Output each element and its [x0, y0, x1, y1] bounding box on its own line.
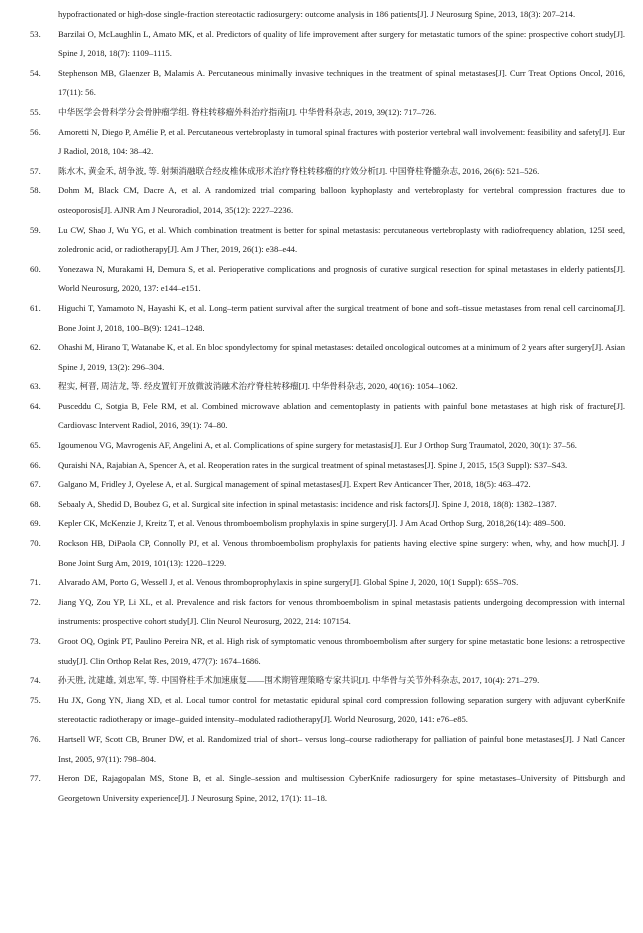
reference-text: Hu JX, Gong YN, Jiang XD, et al. Local tumor control for metastatic epidural spinal cord compression following separation surgery with adjuvant cyberKnife stereotactic radiotherapy or image–guided intensity–modulated radiotherapy[J]. World Neurosurg, 2020, 141: e76–e85. — [58, 694, 625, 725]
reference-item — [30, 5, 625, 25]
reference-number: 77. — [30, 773, 41, 784]
reference-item — [30, 299, 625, 338]
reference-item — [30, 436, 625, 456]
reference-item — [30, 103, 625, 123]
reference-text: 孙天胜, 沈建雄, 刘忠军, 等. 中国脊柱手术加速康复——围术期管理策略专家共识[J]. 中华骨与关节外科杂志, 2017, 10(4): 271–279. — [58, 675, 540, 686]
reference-text: hypofractionated or high-dose single-fraction stereotactic radiosurgery: outcome analysis in 186 patients[J]. J Neurosurg Spine, 2013, 18(3): 207–214. — [58, 9, 576, 19]
reference-text: Hartsell WF, Scott CB, Bruner DW, et al. Randomized trial of short– versus long–course radiotherapy for palliation of painful bone metastases[J]. J Natl Cancer Inst, 2005, 97(11): 798–804. — [58, 733, 625, 764]
reference-text: Amoretti N, Diego P, Amélie P, et al. Percutaneous vertebroplasty in tumoral spinal fractures with posterior vertebral wall involvement: feasibility and safety[J]. Eur J Radiol, 2018, 104: 38–42. — [58, 126, 625, 157]
reference-number: 76. — [30, 733, 41, 744]
reference-item — [30, 181, 625, 220]
reference-text: Yonezawa N, Murakami H, Demura S, et al. Perioperative complications and prognosis of curative surgical resection for spinal metastases in elderly patients[J]. World Neurosurg, 2020, 137: e144–e151. — [58, 263, 625, 294]
reference-text: Lu CW, Shao J, Wu YG, et al. Which combination treatment is better for spinal metastasis: percutaneous vertebroplasty with radiofrequency ablation, 125I seed, zoledronic acid, or radiotherapy[J]. Am J Ther, 2019, 26(1): e38–e44. — [58, 224, 625, 255]
reference-number: 67. — [30, 479, 41, 490]
reference-text: 程实, 柯晋, 周洁龙, 等. 经皮置钉开放微波消融术治疗脊柱转移瘤[J]. 中华骨科杂志, 2020, 40(16): 1054–1062. — [58, 381, 458, 392]
reference-number: 72. — [30, 596, 41, 607]
reference-text: Dohm M, Black CM, Dacre A, et al. A randomized trial comparing balloon kyphoplasty and vertebroplasty for vertebral compression fractures due to osteoporosis[J]. AJNR Am J Neuroradiol, 2014, 35(12): 2227–2236. — [58, 185, 625, 215]
reference-item — [30, 534, 625, 573]
reference-text: Pusceddu C, Sotgia B, Fele RM, et al. Combined microwave ablation and cementoplasty in patients with painful bone metastases at high risk of fracture[J]. Cardiovasc Intervent Radiol, 2016, 39(1): 74–80. — [58, 400, 625, 431]
reference-number: 60. — [30, 263, 41, 274]
reference-number: 71. — [30, 577, 41, 588]
reference-number: 64. — [30, 400, 41, 411]
reference-number: 74. — [30, 675, 41, 686]
reference-item — [30, 671, 625, 691]
reference-text: Barzilai O, McLaughlin L, Amato MK, et al. Predictors of quality of life improvement after surgery for metastatic tumors of the spine: prospective cohort study[J]. Spine J, 2018, 18(7): 1109–1115. — [58, 28, 625, 59]
reference-item — [30, 475, 625, 495]
reference-text: Heron DE, Rajagopalan MS, Stone B, et al. Single–session and multisession CyberKnife radiosurgery for spine metastases–University of Pittsburgh and Georgetown University experience[J]. J Neurosurg Spine, 2012, 17(1): 11–18. — [58, 773, 625, 803]
reference-item — [30, 162, 625, 182]
reference-text: Sebaaly A, Shedid D, Boubez G, et al. Surgical site infection in spinal metastasis: incidence and risk factors[J]. Spine J, 2018, 18(8): 1382–1387. — [58, 498, 557, 509]
reference-item — [30, 691, 625, 730]
reference-number: 55. — [30, 106, 41, 117]
reference-text: Alvarado AM, Porto G, Wessell J, et al. Venous thromboprophylaxis in spine surgery[J]. Global Spine J, 2020, 10(1 Suppl): 65S–70S. — [58, 577, 519, 588]
reference-item — [30, 397, 625, 436]
reference-item — [30, 632, 625, 671]
reference-number: 54. — [30, 67, 41, 78]
reference-item — [30, 573, 625, 593]
reference-text: 中华医学会骨科学分会骨肿瘤学组. 脊柱转移瘤外科治疗指南[J]. 中华骨科杂志, 2019, 39(12): 717–726. — [58, 106, 437, 117]
reference-text: Groot OQ, Ogink PT, Paulino Pereira NR, et al. High risk of symptomatic venous thromboembolism after surgery for spine metastatic bone lesions: a retrospective study[J]. Clin Orthop Relat Res, 2019, 477(7): 1674–1686. — [58, 636, 625, 666]
reference-text: Jiang YQ, Zou YP, Li XL, et al. Prevalence and risk factors for venous thromboembolism in spinal metastasis patients undergoing decompression with internal instruments: prospective cohort study[J]. Clin Neurol Neurosurg, 2022, 214: 107154. — [58, 596, 625, 627]
reference-text: Galgano M, Fridley J, Oyelese A, et al. Surgical management of spinal metastases[J]. Expert Rev Anticancer Ther, 2018, 18(5): 463–472. — [58, 479, 531, 490]
reference-number: 59. — [30, 224, 41, 235]
reference-number: 63. — [30, 381, 41, 392]
reference-text: 陈水木, 黄金禾, 胡争波, 等. 射频消融联合经皮椎体成形术治疗脊柱转移瘤的疗效分析[J]. 中国脊柱脊髓杂志, 2016, 26(6): 521–526. — [58, 165, 540, 176]
reference-item — [30, 221, 625, 260]
reference-text: Kepler CK, McKenzie J, Kreitz T, et al. Venous thromboembolism prophylaxis in spine surgery[J]. J Am Acad Orthop Surg, 2018,26(14): 489–500. — [58, 518, 566, 529]
reference-number: 56. — [30, 126, 41, 137]
reference-text: Rockson HB, DiPaola CP, Connolly PJ, et al. Venous thromboembolism prophylaxis for patients having elective spine surgery: when, why, and how much[J]. J Bone Joint Surg Am, 2019, 101(13): 1220–1229. — [58, 538, 625, 568]
reference-number: 73. — [30, 636, 41, 646]
reference-text: Quraishi NA, Rajabian A, Spencer A, et al. Reoperation rates in the surgical treatment of spinal metastases[J]. Spine J, 2015, 15(3 Suppl): S37–S43. — [58, 459, 568, 470]
reference-number: 61. — [30, 302, 41, 313]
reference-text: Higuchi T, Yamamoto N, Hayashi K, et al. Long–term patient survival after the surgical treatment of bone and soft–tissue metastases from renal cell carcinoma[J]. Bone Joint J, 2018, 100–B(9): 1241–1248. — [58, 302, 625, 333]
reference-item — [30, 456, 625, 476]
reference-text: Stephenson MB, Glaenzer B, Malamis A. Percutaneous minimally invasive techniques in the treatment of spinal metastases[J]. Curr Treat Options Oncol, 2016, 17(11): 56. — [58, 67, 625, 98]
reference-item — [30, 260, 625, 299]
reference-number: 62. — [30, 342, 41, 353]
reference-item — [30, 64, 625, 103]
reference-number: 53. — [30, 28, 41, 39]
reference-number: 68. — [30, 498, 41, 509]
reference-item — [30, 514, 625, 534]
reference-number: 65. — [30, 440, 41, 451]
reference-item — [30, 377, 625, 397]
reference-item — [30, 123, 625, 162]
reference-item — [30, 495, 625, 515]
reference-text: Ohashi M, Hirano T, Watanabe K, et al. En bloc spondylectomy for spinal metastases: detailed oncological outcomes at a minimum of 2 years after surgery[J]. Asian Spine J, 2019, 13(2): 296–304. — [58, 342, 625, 372]
reference-number: 57. — [30, 165, 41, 176]
reference-number: 66. — [30, 459, 41, 470]
reference-number: 75. — [30, 694, 41, 705]
reference-item — [30, 593, 625, 632]
reference-number: 70. — [30, 538, 41, 549]
reference-item — [30, 338, 625, 377]
reference-number: 69. — [30, 518, 41, 529]
reference-number: 58. — [30, 185, 41, 196]
reference-item — [30, 25, 625, 64]
reference-item — [30, 769, 625, 808]
reference-text: Igoumenou VG, Mavrogenis AF, Angelini A, et al. Complications of spine surgery for metastasis[J]. Eur J Orthop Surg Traumatol, 2020, 30(1): 37–56. — [58, 440, 577, 451]
reference-list — [30, 5, 625, 808]
reference-item — [30, 730, 625, 769]
